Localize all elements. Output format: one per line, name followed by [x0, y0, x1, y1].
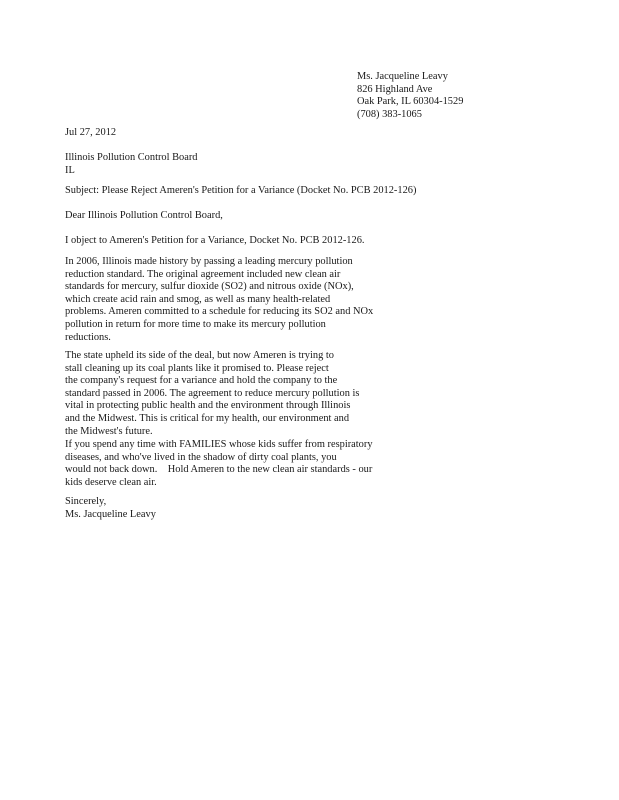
paragraph-line: the company's request for a variance and hold the company to the — [65, 375, 338, 387]
paragraph-line: reductions. — [65, 331, 111, 343]
paragraph-line: and the Midwest. This is critical for my health, our environment and — [65, 412, 350, 424]
sender-name: Ms. Jacqueline Leavy — [357, 71, 448, 82]
signature-name: Ms. Jacqueline Leavy — [65, 508, 156, 520]
paragraph-line: problems. Ameren committed to a schedule for reducing its SO2 and NOx — [65, 306, 374, 318]
paragraph-line: reduction standard. The original agreement included new clean air — [65, 268, 341, 280]
paragraph-line: standard passed in 2006. The agreement to reduce mercury pollution is — [65, 387, 360, 399]
paragraph-line: standards for mercury, sulfur dioxide (SO2) and nitrous oxide (NOx), — [65, 281, 354, 293]
letter-date: Jul 27, 2012 — [65, 127, 117, 138]
paragraph-line: stall cleaning up its coal plants like it promised to. Please reject — [65, 362, 329, 374]
sender-city: Oak Park, IL 60304-1529 — [357, 96, 464, 108]
paragraph-line: pollution in return for more time to make its mercury pollution — [65, 318, 326, 330]
paragraph-line: kids deserve clean air. — [65, 476, 157, 488]
paragraph-line: vital in protecting public health and the environment through Illinois — [65, 400, 351, 412]
recipient-state: IL — [65, 164, 75, 176]
sender-address-block — [357, 71, 597, 121]
valediction: Sincerely, — [65, 496, 107, 507]
paragraph-line: In 2006, Illinois made history by passing a leading mercury pollution — [65, 256, 353, 267]
paragraph-line: the Midwest's future. — [65, 425, 153, 437]
recipient-block — [65, 152, 385, 177]
paragraph-line: If you spend any time with FAMILIES whose kids suffer from respiratory — [65, 439, 373, 450]
paragraph-line: diseases, and who've lived in the shadow of dirty coal plants, you — [65, 451, 337, 463]
paragraph-line: would not back down. Hold Ameren to the new clean air standards - our — [65, 464, 373, 476]
sender-phone: (708) 383-1065 — [357, 108, 422, 120]
sender-street: 826 Highland Ave — [357, 83, 433, 95]
paragraph-line: which create acid rain and smog, as well as many health-related — [65, 293, 331, 305]
paragraph-request — [65, 350, 385, 438]
paragraph-families — [65, 439, 385, 489]
closing-block — [65, 496, 385, 521]
paragraph-history — [65, 256, 385, 344]
objection-statement: I object to Ameren's Petition for a Variance, Docket No. PCB 2012-126. — [65, 235, 365, 246]
paragraph-line: The state upheld its side of the deal, but now Ameren is trying to — [65, 350, 334, 361]
subject-line: Subject: Please Reject Ameren's Petition for a Variance (Docket No. PCB 2012-126) — [65, 185, 417, 196]
recipient-name: Illinois Pollution Control Board — [65, 152, 198, 163]
salutation: Dear Illinois Pollution Control Board, — [65, 210, 223, 221]
